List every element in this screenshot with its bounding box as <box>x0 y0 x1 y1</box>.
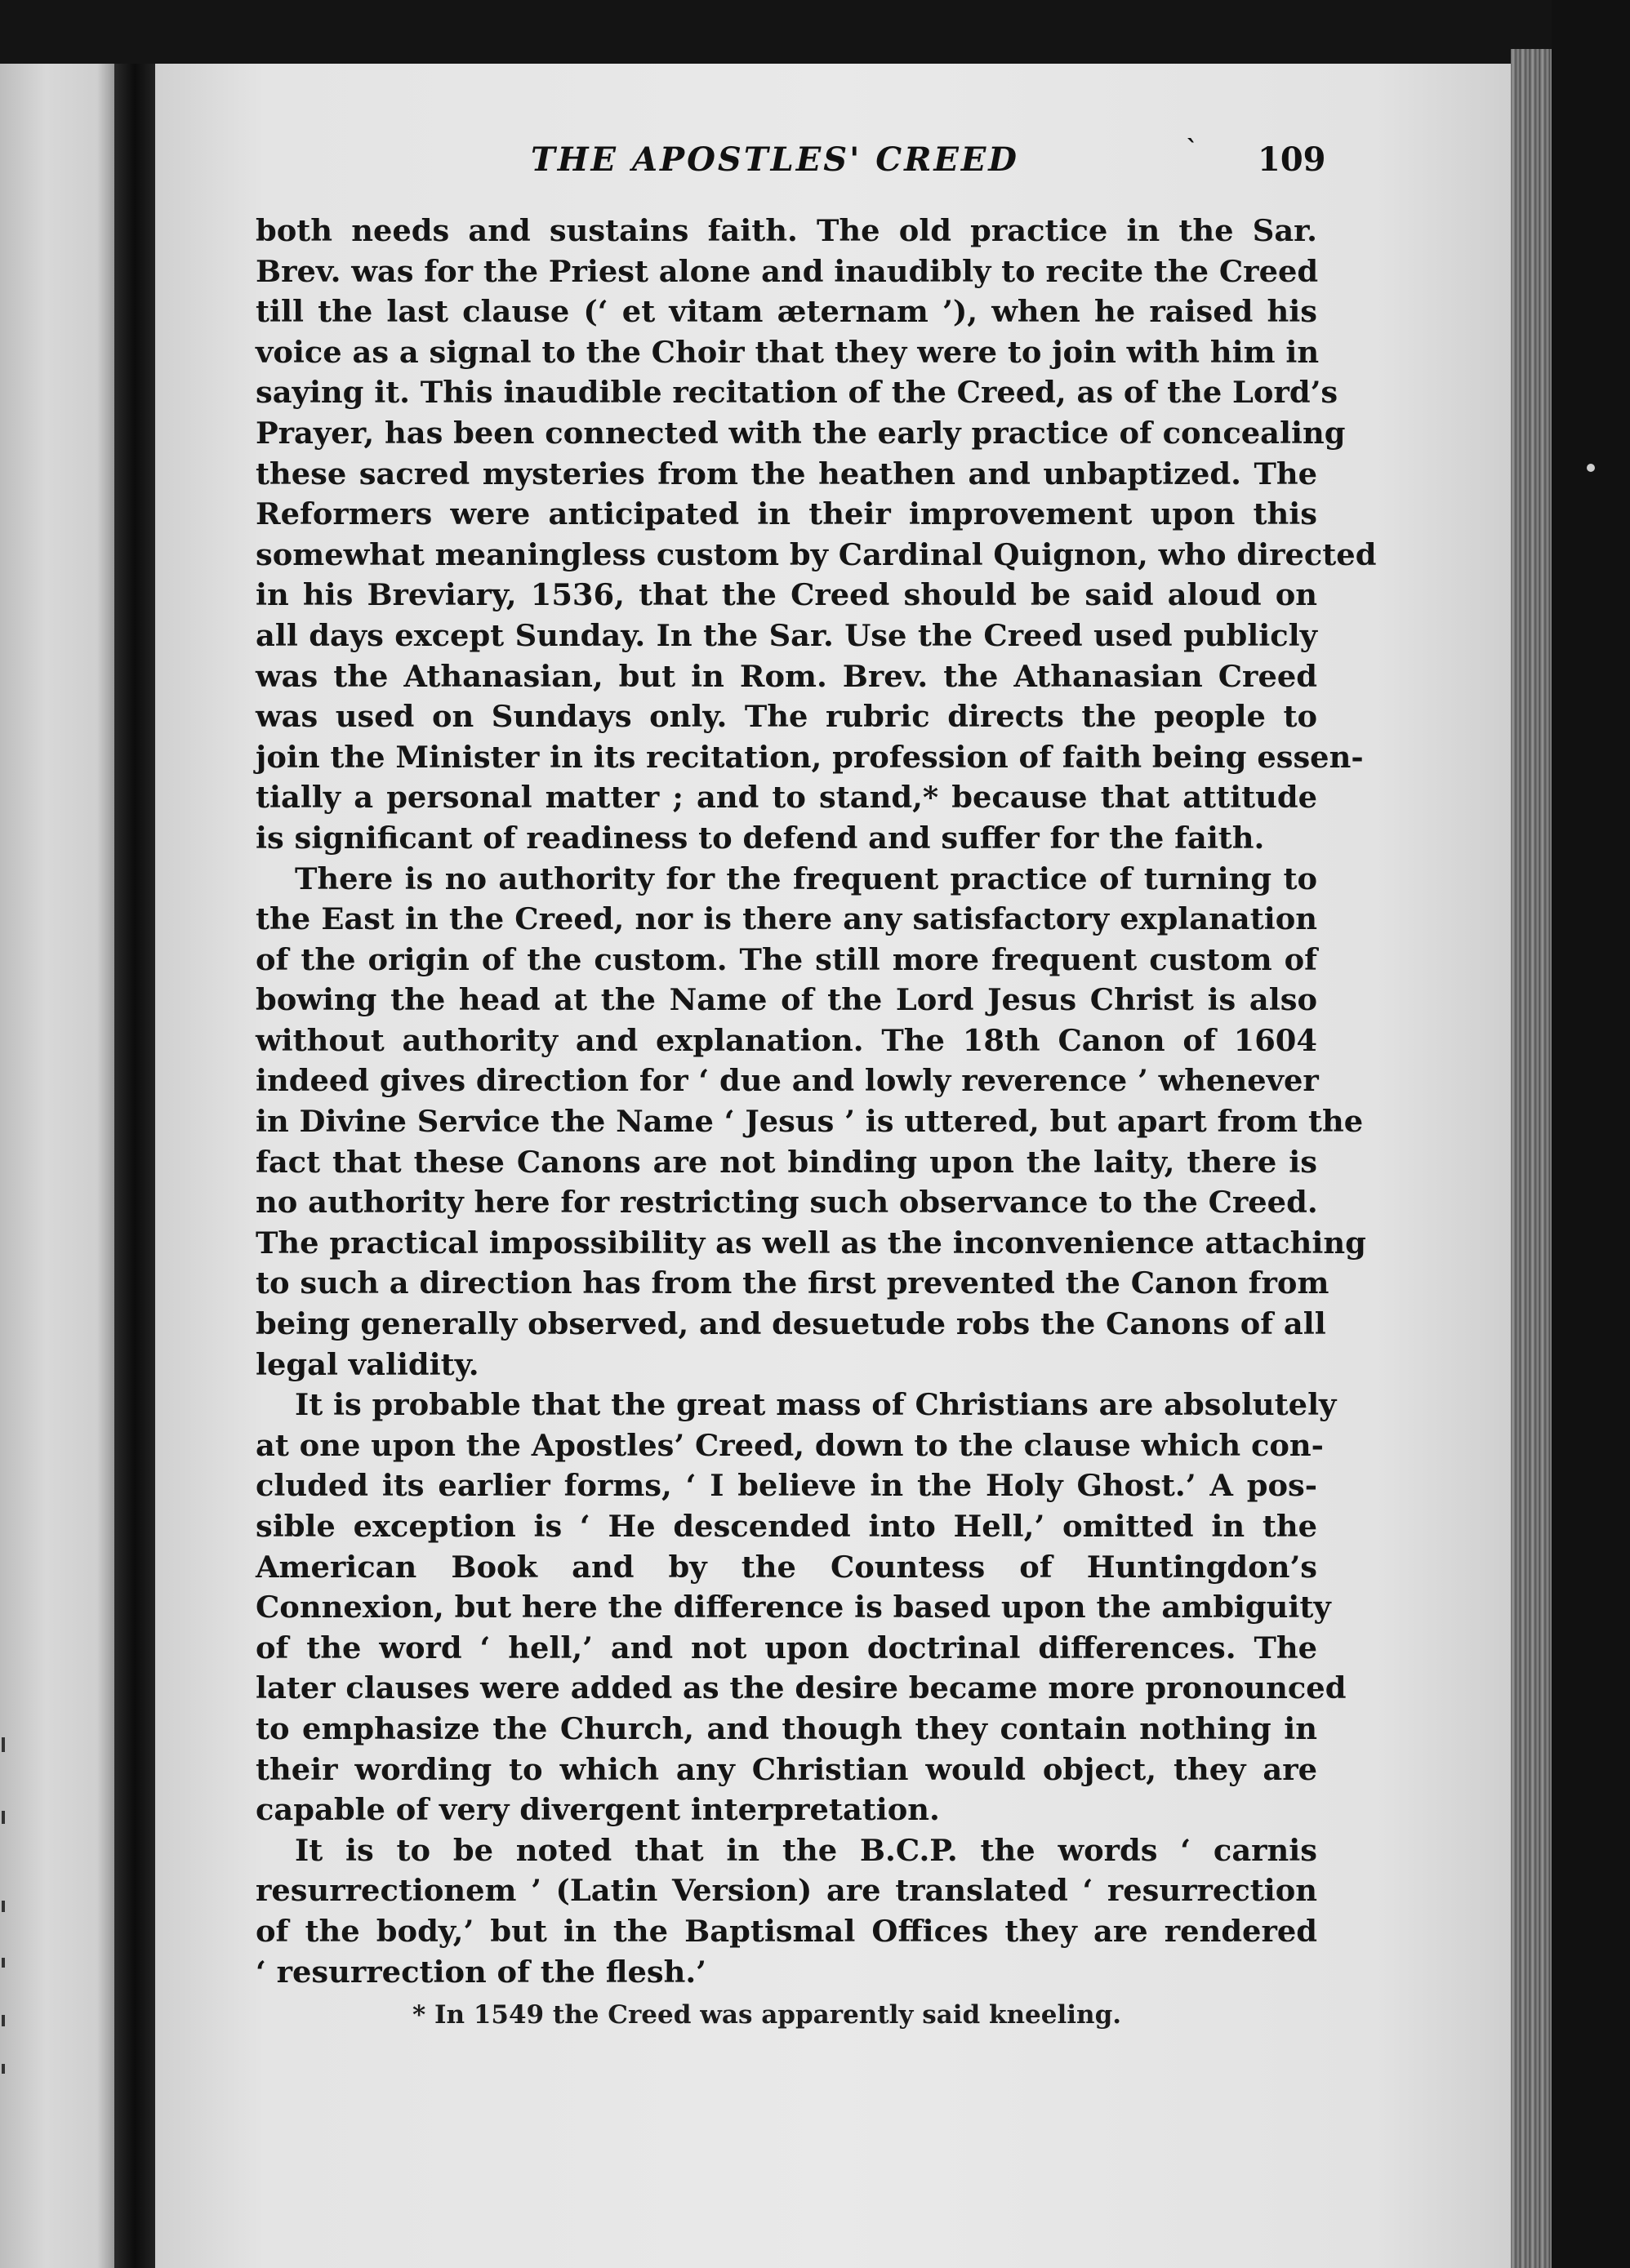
print-mark: ˋ <box>1186 136 1200 164</box>
text-line: was the Athanasian, but in Rom. Brev. the Athanasian Creed <box>256 657 1317 694</box>
text-line: Connexion, but here the difference is based upon the ambiguity <box>256 1589 1331 1625</box>
text-line: in his Breviary, 1536, that the Creed should be said aloud on <box>256 576 1317 613</box>
text-line: of the origin of the custom. The still more frequent custom of <box>256 941 1317 977</box>
footnote: * In 1549 the Creed was apparently said kneeling. <box>412 2000 1122 2030</box>
text-line: The practical impossibility as well as the inconvenience attaching <box>256 1224 1366 1261</box>
text-line: the East in the Creed, nor is there any satisfactory explanation <box>256 901 1317 937</box>
text-line: tially a personal matter ; and to stand,* because that attitude <box>256 779 1317 816</box>
text-line: is significant of readiness to defend and suffer for the faith. <box>256 819 1265 856</box>
text-line: being generally observed, and desuetude robs the Canons of all <box>256 1305 1326 1342</box>
text-line: all days except Sunday. In the Sar. Use the Creed used publicly <box>256 616 1317 653</box>
text-line: of the word ‘ hell,’ and not upon doctrinal differences. The <box>256 1629 1317 1665</box>
text-line: of the body,’ but in the Baptismal Offices they are rendered <box>256 1912 1317 1949</box>
text-line: somewhat meaningless custom by Cardinal Quignon, who directed <box>256 536 1377 572</box>
paragraph <box>256 1830 1317 1992</box>
text-line: Prayer, has been connected with the early practice of concealing <box>256 414 1346 451</box>
text-line: these sacred mysteries from the heathen and unbaptized. The <box>256 455 1317 491</box>
text-line: It is to be noted that in the B.C.P. the words ‘ carnis <box>295 1831 1317 1868</box>
text-line: It is probable that the great mass of Christians are absolutely <box>295 1386 1337 1423</box>
text-line: bowing the head at the Name of the Lord Jesus Christ is also <box>256 981 1317 1018</box>
text-line: both needs and sustains faith. The old practice in the Sar. <box>256 212 1317 248</box>
text-line: There is no authority for the frequent practice of turning to <box>295 860 1317 896</box>
text-line: without authority and explanation. The 18th Canon of 1604 <box>256 1021 1317 1058</box>
running-title: THE APOSTLES' CREED <box>531 140 1019 179</box>
facing-page-edge <box>0 64 114 2268</box>
paragraph <box>256 859 1366 1385</box>
text-line: join the Minister in its recitation, profession of faith being essen- <box>256 738 1364 775</box>
text-line: later clauses were added as the desire became more pronounced <box>256 1670 1347 1706</box>
text-line: ‘ resurrection of the flesh.’ <box>256 1953 706 1990</box>
facing-page-marks <box>0 1737 16 2080</box>
text-line: voice as a signal to the Choir that they were to join with him in <box>256 333 1320 370</box>
text-line: to such a direction has from the first prevented the Canon from <box>256 1265 1329 1301</box>
text-line: Brev. was for the Priest alone and inaudibly to recite the Creed <box>256 252 1319 289</box>
text-line: at one upon the Apostles’ Creed, down to the clause which con- <box>256 1426 1324 1463</box>
book-gutter <box>114 64 155 2268</box>
text-line: in Divine Service the Name ‘ Jesus ’ is uttered, but apart from the <box>256 1103 1364 1140</box>
text-line: till the last clause (‘ et vitam æternam ’), when he raised his <box>256 293 1317 330</box>
text-line: American Book and by the Countess of Huntingdon’s <box>256 1548 1317 1585</box>
text-line: fact that these Canons are not binding upon the laity, there is <box>256 1143 1317 1180</box>
text-line: resurrectionem ’ (Latin Version) are translated ‘ resurrection <box>256 1872 1317 1909</box>
scan-right-border <box>1552 0 1630 2268</box>
text-line: to emphasize the Church, and though they contain nothing in <box>256 1710 1317 1746</box>
text-line: Reformers were anticipated in their improvement upon this <box>256 496 1317 532</box>
text-line: was used on Sundays only. The rubric directs the people to <box>256 698 1317 735</box>
text-line: no authority here for restricting such observance to the Creed. <box>256 1184 1318 1221</box>
paragraph <box>256 211 1377 859</box>
body-text <box>256 211 1377 1992</box>
text-line: their wording to which any Christian would object, they are <box>256 1750 1317 1787</box>
text-line: saying it. This inaudible recitation of the Creed, as of the Lord’s <box>256 374 1338 411</box>
text-line: capable of very divergent interpretation. <box>256 1791 940 1828</box>
page-number: 109 <box>1258 140 1326 179</box>
scan-speck <box>1587 464 1595 472</box>
text-line: legal validity. <box>256 1345 479 1382</box>
text-line: indeed gives direction for ‘ due and lowly reverence ’ whenever <box>256 1062 1319 1099</box>
paragraph <box>256 1385 1347 1830</box>
text-line: cluded its earlier forms, ‘ I believe in the Holy Ghost.’ A pos- <box>256 1467 1317 1504</box>
scan-top-border <box>0 0 1630 64</box>
page-stack-edge <box>1511 49 1552 2268</box>
text-line: sible exception is ‘ He descended into Hell,’ omitted in the <box>256 1508 1317 1544</box>
